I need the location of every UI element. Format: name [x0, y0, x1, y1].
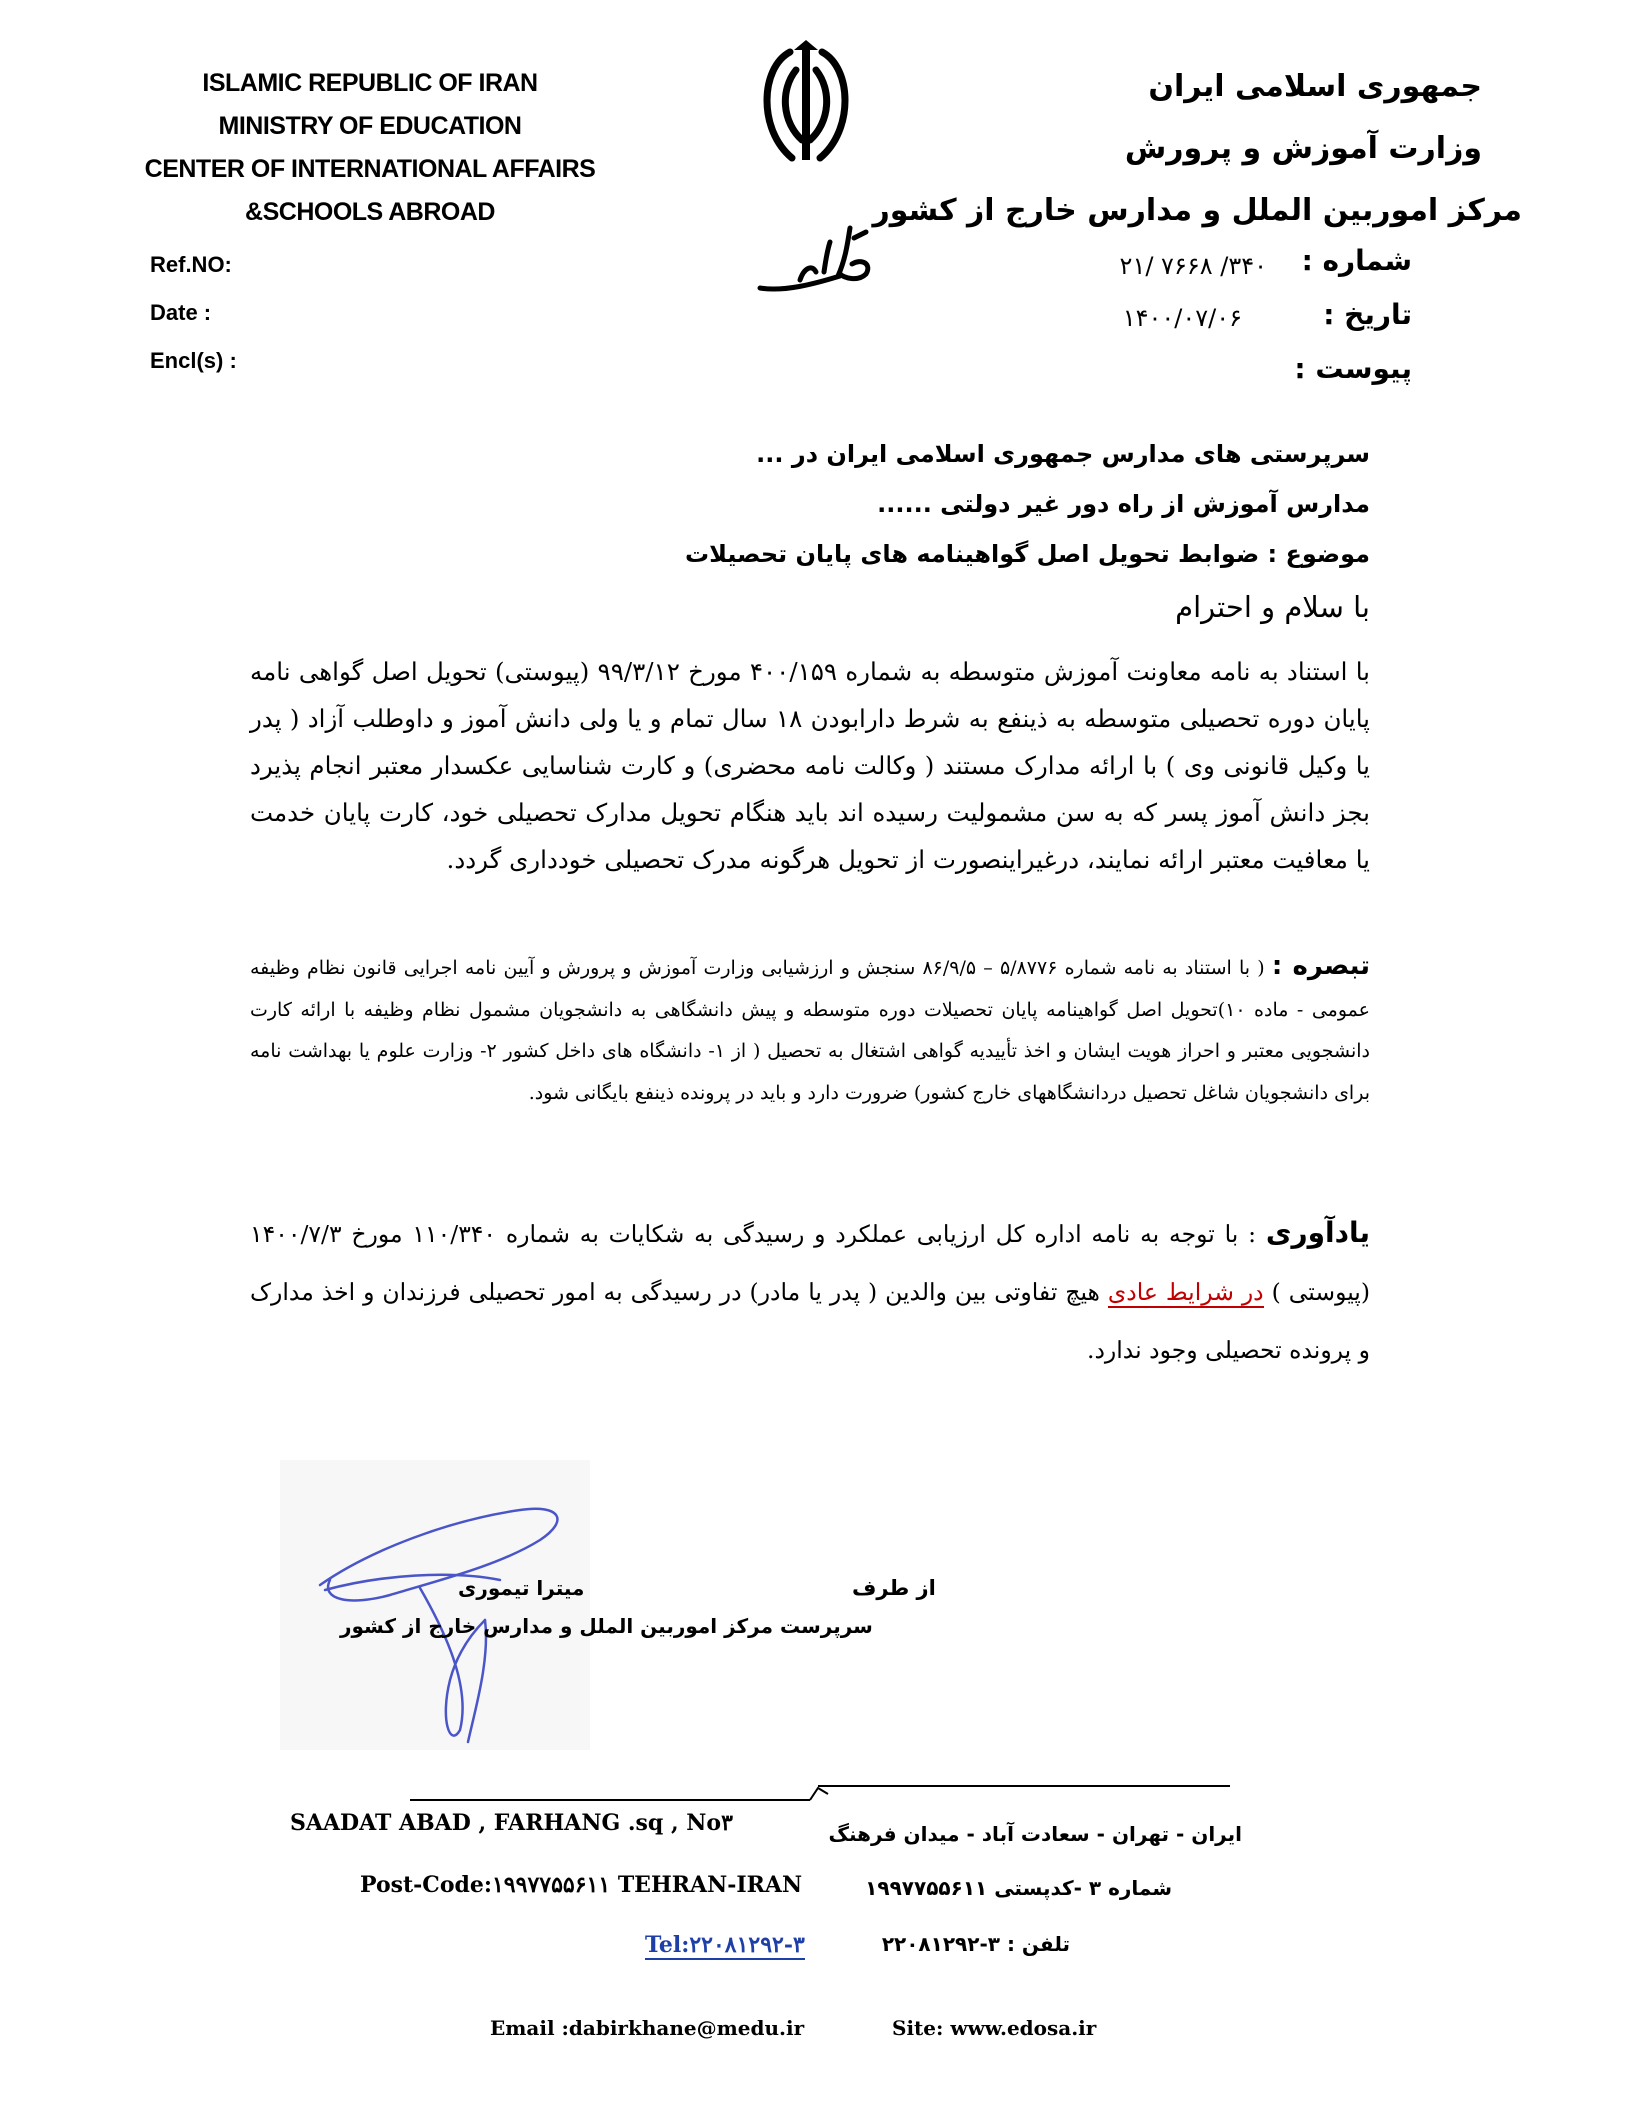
on-behalf-label: از طرف: [852, 1576, 936, 1600]
recipient-line-1: سرپرستی های مدارس جمهوری اسلامی ایران در ...: [756, 440, 1370, 468]
date-label-fa: تاریخ :: [1323, 298, 1412, 331]
number-label-fa: شماره :: [1301, 244, 1412, 277]
attachment-label-fa: پیوست :: [1294, 352, 1412, 385]
telephone-en[interactable]: Tel:۲۲۰۸۱۲۹۲-۳: [645, 1932, 805, 1958]
site-link[interactable]: Site: www.edosa.ir: [892, 2016, 1097, 2040]
reminder-paragraph: [250, 1204, 1370, 1379]
paragraph-main: با استناد به نامه معاونت آموزش متوسطه به شماره ۴۰۰/۱۵۹ مورخ ۹۹/۳/۱۲ (پیوستی) تحویل اصل گواهی نامه پایان دوره تحصیلی متوسطه به ذینفع به شرط دارابودن ۱۸ سال تمام و یا ولی دانش آموز و داوطلب آزاد ( پدر یا وکیل قانونی وی ) با ارائه مدارک مستند ( وکالت نامه محضری) و کارت شناسایی عکسدار معتبر انجام پذیرد بجز دانش آموز پسر که به سن مشمولیت رسیده اند باید هنگام تحویل مدارک تحصیلی خود، کارت پایان خدمت یا معافیت معتبر ارائه نمایند، درغیراینصورت از تحویل هرگونه مدرک تحصیلی خودداری گردد.: [250, 657, 1371, 874]
signatory-title: سرپرست مرکز اموربین الملل و مدارس خارج از کشور: [340, 1614, 873, 1638]
letterhead-fa-line-1: جمهوری اسلامی ایران: [1148, 69, 1482, 104]
telephone-fa: تلفن : ۳-۲۲۰۸۱۲۹۲: [881, 1932, 1070, 1956]
letterhead-line-4: &SCHOOLS ABROAD: [245, 198, 495, 226]
reminder-text-2: هیچ تفاوتی بین والدین ( پدر یا مادر) در رسیدگی به امور تحصیلی فرزندان و اخذ مدارک و پرونده تحصیلی وجود ندارد.: [250, 1278, 1370, 1364]
greeting: با سلام و احترام: [1175, 590, 1370, 624]
basmala-calligraphy-icon: [754, 218, 884, 298]
enclosure-label: Encl(s) :: [150, 348, 237, 373]
address-en: SAADAT ABAD , FARHANG .sq , No۳: [290, 1810, 733, 1836]
english-letterhead: [140, 62, 600, 234]
date-label: Date :: [150, 300, 212, 325]
note-label: تبصره :: [1271, 951, 1370, 981]
letterhead-fa-line-2: وزارت آموزش و پرورش: [1124, 131, 1482, 166]
subject-line: موضوع : ضوابط تحویل اصل گواهینامه های پایان تحصیلات: [685, 540, 1370, 568]
ref-number-label: Ref.NO:: [150, 252, 232, 277]
recipient-line-2: مدارس آموزش از راه دور غیر دولتی ......: [877, 490, 1370, 518]
signatory-name: میترا تیموری: [458, 1576, 585, 1600]
note-text: ( با استناد به نامه شماره ۵/۸۷۷۶ – ۸۶/۹/۵ سنجش و ارزشیابی وزارت آموزش و پرورش و آیین نامه اجرایی قانون نظام وظیفه عمومی - ماده ۱۰)تحویل اصل گواهینامه پایان تحصیلات دوره متوسطه و پیش دانشگاهی به دانشجویان مشمول نظام وظیفه با ارائه کارت دانشجویی معتبر و احراز هویت ایشان و اخذ تأییدیه گواهی اشتغال به تحصیل ( از ۱- دانشگاه های داخل کشور ۲- وزارت علوم یا بهداشت نامه برای دانشجویان شاغل تحصیل دردانشگاههای خارج کشور) ضرورت دارد و باید در پرونده ذینفع بایگانی شود.: [250, 957, 1370, 1104]
persian-letterhead: [872, 56, 1522, 242]
iran-emblem-icon: [750, 40, 862, 170]
postcode-en: Post-Code:۱۹۹۷۷۵۵۶۱۱ TEHRAN-IRAN: [360, 1872, 803, 1898]
letterhead-line-2: MINISTRY OF EDUCATION: [218, 112, 522, 140]
reminder-text-1: : با توجه به نامه اداره کل ارزیابی عملکرد و رسیدگی به شکایات به شماره ۱۱۰/۳۴۰ مورخ ۱۴۰۰/۷/۳ (پیوستی ): [250, 1220, 1371, 1306]
note-paragraph: [250, 946, 1370, 1114]
postcode-fa: شماره ۳ -کدپستی ۱۹۹۷۷۵۵۶۱۱: [865, 1876, 1172, 1900]
letter-date-value: ۱۴۰۰/۰۷/۰۶: [1122, 304, 1242, 332]
letterhead-line-1: ISLAMIC REPUBLIC OF IRAN: [202, 69, 538, 97]
reminder-label: یادآوری: [1265, 1216, 1370, 1249]
letter-number-value: ۳۴۰/ ۷۶۶۸ /۲۱: [1119, 252, 1267, 280]
letterhead-line-3: CENTER OF INTERNATIONAL AFFAIRS: [144, 155, 596, 183]
reminder-highlight: در شرایط عادی: [1107, 1278, 1264, 1306]
address-fa: ایران - تهران - سعادت آباد - میدان فرهنگ: [828, 1822, 1242, 1846]
letterhead-fa-line-3: مرکز اموربین الملل و مدارس خارج از کشور: [872, 193, 1522, 228]
email-link[interactable]: Email :dabirkhane@medu.ir: [490, 2016, 805, 2040]
